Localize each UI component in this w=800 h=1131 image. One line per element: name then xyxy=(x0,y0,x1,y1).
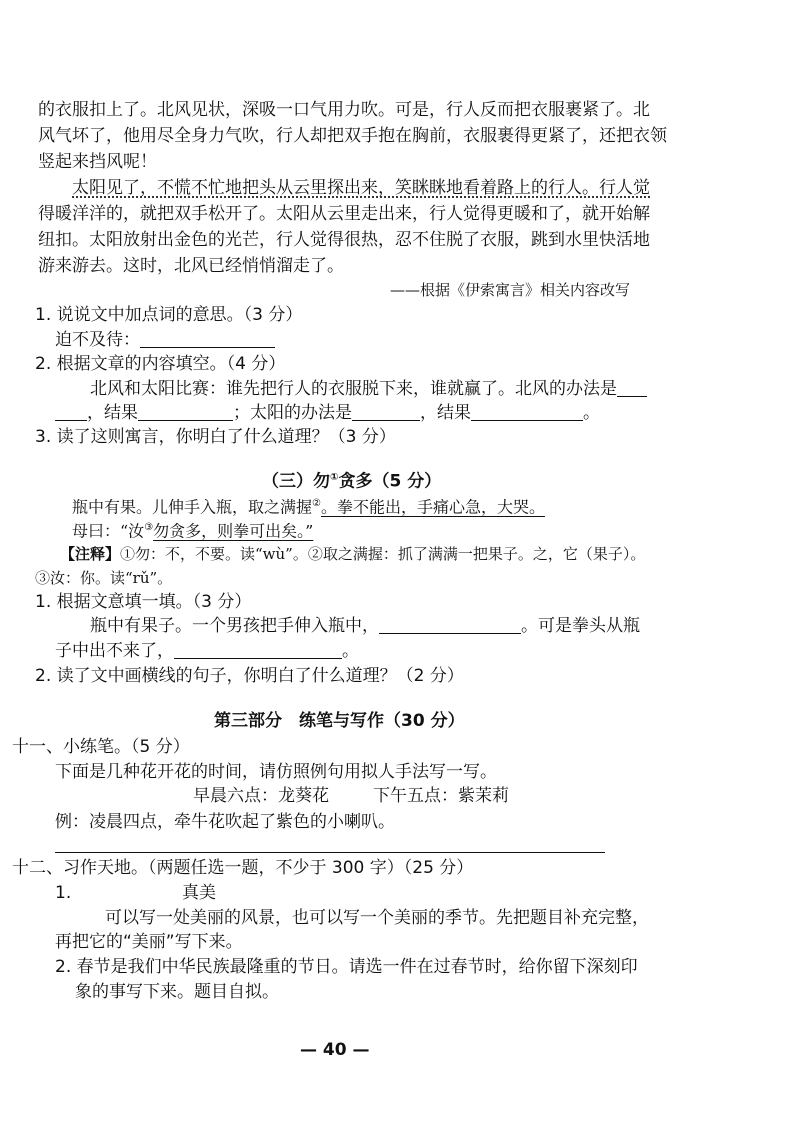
flower-time-2: 下午五点：紫茉莉 xyxy=(373,786,509,806)
section-title-text: 贪多（5 分） xyxy=(338,471,442,492)
topic-1-number: 1. xyxy=(55,883,72,903)
topic-1-description: 再把它的“美丽”写下来。 xyxy=(55,932,243,952)
answer-blank[interactable] xyxy=(140,329,275,348)
question-1-title: 1. 说说文中加点词的意思。（3 分） xyxy=(35,305,303,325)
answer-blank[interactable] xyxy=(174,640,342,659)
question-text: ；太阳的办法是 xyxy=(233,403,352,423)
question-12-title: 十二、习作天地。（两题任选一题，不少于 300 字）（25 分） xyxy=(12,858,474,878)
example-sentence: 例：凌晨四点，牵牛花吹起了紫色的小喇叭。 xyxy=(55,812,395,832)
classical-text-line xyxy=(72,516,313,543)
story-line xyxy=(72,176,650,200)
classical-text: 。拳不能出，手痛心急，大哭。 xyxy=(320,497,545,517)
story-line: 竖起来挡风呢！ xyxy=(38,152,157,172)
answer-blank[interactable] xyxy=(138,402,233,421)
story-source: ——根据《伊索寓言》相关内容改写 xyxy=(390,281,631,299)
topic-title-blank[interactable] xyxy=(77,882,177,901)
section3-question-1-title: 1. 根据文意填一填。（3 分） xyxy=(35,592,252,612)
question-text: 。 xyxy=(583,403,600,423)
answer-blank[interactable] xyxy=(379,615,521,634)
classical-text: 瓶中有果。儿伸手入瓶，取之满握 xyxy=(72,497,313,517)
topic-2-description: 2. 春节是我们中华民族最隆重的节日。请选一件在过春节时，给你留下深刻印 xyxy=(55,957,638,977)
page-number: — 40 — xyxy=(300,1040,370,1060)
answer-blank[interactable] xyxy=(352,402,420,421)
footnote-mark: ② xyxy=(312,498,321,509)
question-text: ，结果 xyxy=(420,403,471,423)
topic-1-description: 可以写一处美丽的风景，也可以写一个美丽的季节。先把题目补充完整， xyxy=(105,908,649,928)
term-label: 迫不及待： xyxy=(55,330,140,350)
question-text: 。 xyxy=(342,641,359,661)
notes-label: 【注释】 xyxy=(60,545,121,563)
question-text: 。可是拳头从瓶 xyxy=(521,616,640,636)
story-line: 游来游去。这时，北风已经悄悄溜走了。 xyxy=(38,256,344,276)
classical-text: 母曰：“汝 xyxy=(72,521,145,541)
question-text: 子中出不来了， xyxy=(55,641,174,661)
question-2-title: 2. 根据文章的内容填空。（4 分） xyxy=(35,354,286,374)
question-11-title: 十一、小练笔。（5 分） xyxy=(12,737,190,757)
question-1-term xyxy=(55,328,275,352)
footnote-mark: ① xyxy=(330,472,339,483)
answer-blank[interactable] xyxy=(617,378,647,397)
section3-question-1-line xyxy=(90,614,640,638)
story-line: 风气坏了，他用尽全身力气吹，行人却把双手抱在胸前，衣服裹得更紧了，还把衣领 xyxy=(38,126,667,146)
notes-line: ③汝：你。读“rǔ”。 xyxy=(35,569,173,587)
question-text: 北风和太阳比赛：谁先把行人的衣服脱下来，谁就赢了。北风的办法是 xyxy=(90,379,617,399)
story-line: 的衣服扣上了。北风见状，深吸一口气用力吹。可是，行人反而把衣服裹紧了。北 xyxy=(38,100,650,120)
answer-blank[interactable] xyxy=(55,402,87,421)
part-title: 第三部分 练笔与写作（30 分） xyxy=(214,711,465,731)
answer-blank[interactable] xyxy=(471,402,583,421)
story-text: 太阳见了，不慌不忙地把头从云里探出来，笑眯眯地看着路上的行人。行人觉 xyxy=(72,178,650,198)
section3-question-2-title: 2. 读了文中画横线的句子，你明白了什么道理？（2 分） xyxy=(35,666,464,686)
classical-text: 勿贪多，则拳可出矣。” xyxy=(153,521,314,541)
notes-line xyxy=(60,542,645,566)
footnote-mark: ③ xyxy=(144,522,154,533)
flower-time-1: 早晨六点：龙葵花 xyxy=(193,786,329,806)
story-line: 得暖洋洋的，就把双手松开了。太阳从云里走出来，行人觉得更暖和了，就开始解 xyxy=(38,204,650,224)
writing-line[interactable] xyxy=(55,852,605,853)
story-line: 纽扣。太阳放射出金色的光芒，行人觉得很热，忍不住脱了衣服，跳到水里快活地 xyxy=(38,230,650,250)
section-title xyxy=(262,466,441,494)
question-text: ，结果 xyxy=(87,403,138,423)
topic-1-line xyxy=(55,881,216,905)
topic-1-title: 真美 xyxy=(182,883,217,903)
section-title-text: （三）勿 xyxy=(262,471,330,492)
notes-text: ①勿：不，不要。读“wù”。②取之满握：抓了满满一把果子。之，它（果子）。 xyxy=(120,545,646,563)
question-11-instruction: 下面是几种花开花的时间，请仿照例句用拟人手法写一写。 xyxy=(55,762,497,782)
question-3-title: 3. 读了这则寓言，你明白了什么道理？（3 分） xyxy=(35,427,396,447)
question-2-line xyxy=(55,401,600,425)
question-2-line xyxy=(90,377,647,401)
section3-question-1-line xyxy=(55,639,359,663)
topic-2-description: 象的事写下来。题目自拟。 xyxy=(75,982,279,1002)
question-text: 瓶中有果子。一个男孩把手伸入瓶中， xyxy=(90,616,379,636)
